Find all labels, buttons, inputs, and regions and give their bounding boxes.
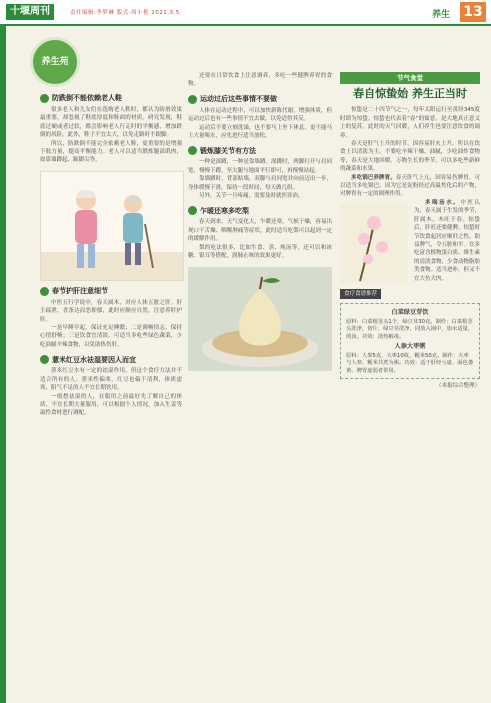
page-header [0, 0, 491, 26]
section-badge-label: 养生苑 [41, 57, 69, 67]
left-stripe [0, 26, 6, 703]
article-title [188, 146, 332, 155]
column-2 [188, 72, 332, 377]
article-title [40, 94, 182, 103]
bullet-icon [40, 94, 49, 103]
column-3 [340, 72, 480, 391]
article-title-text: 薏米红豆水祛湿要因人而宜 [52, 355, 136, 364]
paragraph: 薏米红豆水有一定的祛湿作用，但这个食疗方法并不适合所有的人。薏米性偏寒，红豆也偏于清利，体质虚寒、阳气不足的人不宜长期饮用。 [40, 368, 182, 392]
bullet-icon [188, 206, 197, 215]
paragraph: 中医五行学说中，春天属木，对应人体五脏之肝。肝主疏泄，喜条达而恶抑郁，此时应顺应自然，注意养肝护肝。 [40, 299, 182, 323]
bullet-icon [40, 355, 49, 364]
recipe-header: 食疗食谱推荐 [340, 289, 381, 299]
page-number: 13 [460, 2, 486, 22]
source-credit: （本报综合整理） [435, 383, 480, 390]
paragraph-body: 中医认为，春天属于生发的季节，肝属木，木旺于春。惊蛰后，肝旺还要健脾。惊蛰时节饮食起居应顺肝之性，助益脾气，令五脏和平。宜多吃富含植物蛋白质、维生素的清淡食物，少食动物脂肪类食物。适当进补，但又不宜大鱼大肉。 [414, 199, 481, 282]
elderly-couple-illustration [40, 171, 184, 281]
paragraph: 人体在运动过程中，可以加快新陈代谢，增强体质，但运动过后也有一些事情不宜去做，以免适得其反。 [188, 107, 332, 123]
paragraph: 运动后不要立刻洗澡，也不要马上坐下休息，更不能马上大量喝水，应先进行适当放松。 [188, 124, 332, 140]
article-title-text: 春节护肝注意细节 [52, 287, 108, 296]
bullet-icon [188, 95, 197, 104]
pear-dessert-photo [188, 267, 332, 371]
recipe-title: 人参大枣粥 [394, 343, 426, 351]
feature-headline: 春自惊蛰始 养生正当时 [353, 87, 467, 100]
section-badge [30, 37, 80, 87]
paragraph: 很多老人和儿女们在选购老人鞋时，都认为防滑效果最重要，却忽视了鞋底厚度和鞋面的材质。研究发现，鞋底过硬或者过软，都会影响老人行走时的平衡感，增加跌倒的风险。此外，鞋子不宜太大，以免走路时不跟脚。 [40, 107, 182, 139]
recipe-body: 原料：人参5克，大枣10枚，粳米50克。制作：大枣与人参、粳米共煮为粥。功效：适于肝经亏虚、面色萎黄、脾胃虚弱者常用。 [346, 352, 474, 374]
paragraph: 另外，关节一旦疼痛，需要及时就医诊治。 [199, 193, 304, 200]
bullet-icon [188, 146, 197, 155]
paragraph: 梨的吃法很多，比如生食、蒸、炖汤等，还可以和冰糖、银耳等搭配，润肺止咳的效果更好。 [188, 244, 332, 260]
paragraph: 靠墙蹲时，背部贴墙，双脚与肩同宽并向前迈出一步，身体缓慢下滑，保持一段时间，每天做几组。 [188, 176, 332, 191]
paragraph: 一是早睡早起，保证充足睡眠；二是调畅情志，保持心情舒畅；三是饮食宜清淡，可适当多吃些绿色蔬菜，少吃油腻辛辣食物，以免助热伤肝。 [40, 325, 182, 348]
article-title [40, 287, 182, 296]
paragraph: 春天到来，天气变化大，乍暖还寒，气候干燥，容易出现口干舌燥、咽喉肿痛等症状，此时适当吃梨可以起到一定的缓解作用。 [188, 219, 332, 243]
column-1 [40, 88, 182, 418]
recipe-title: 白菜绿豆芽饮 [391, 309, 429, 317]
header-meta: 责任编辑:李梦琳 版式:周小艳 2021.3.5 [70, 10, 180, 16]
article-title-text: 防跌倒不能依赖老人鞋 [52, 94, 122, 103]
paragraph-lead: 多喝汤水。 [425, 199, 461, 206]
bullet-icon [40, 287, 49, 296]
article-title [188, 206, 332, 215]
article-title [40, 355, 182, 364]
article-title [188, 95, 332, 104]
paragraph: 一般想祛湿的人，在服用之前最好先了解自己的体质，不宜长期大量服用，可以根据个人情况，加入生姜等温性食材进行调配。 [40, 393, 182, 417]
paragraph: 还要在日常饮食上注意调养，多吃一些健脾养胃的食物。 [188, 73, 332, 88]
flower-photo [340, 203, 408, 283]
column-banner: 节气食堂 [340, 72, 480, 84]
paragraph: 一种是深蹲，一种是靠墙蹲。深蹲时，两脚打开与肩同宽，慢慢下蹲，至大腿与地面平行即可，再慢慢站起。 [188, 159, 332, 174]
recipe-body: 原料：白菜根茎头1个，绿豆芽30克。制作：白菜根茎头洗净，切片，绿豆芽洗净，同放入锅中，加水适量，煎汤。功效：清热解毒。 [346, 318, 474, 340]
recipe-box [340, 303, 480, 379]
paragraph: 春天是肝气上升的时节，因容易肝火上升，所以在饮食上以清淡为主。不要吃辛辣干燥、油腻，少吃油炸食物等，春天是大地回暖、万物生长的季节，可以多吃些新鲜的蔬菜和水果。 [340, 141, 480, 173]
paragraph-body: 春天肝气上亢，因容易伤脾胃，可以适当多吃锅巴。因为它是淀粉经过高温焦化后的产物，对脾胃有一定的调理作用。 [340, 174, 480, 198]
paragraph-lead: 多吃锅巴养脾胃。 [351, 174, 396, 181]
paper-logo: 十堰周刊 [6, 4, 54, 20]
paragraph [340, 174, 480, 199]
article-title-text: 锻炼膝关节有方法 [200, 146, 256, 155]
paragraph: 惊蛰是二十四节气之一，每年太阳运行至黄经345度时即为惊蛰。惊蛰也代表着“春”的寓意，是大地真正意义上的复苏。此时的天气回暖，人们养生也要注意饮食的调养。 [340, 107, 480, 139]
article-title-text: 运动过后这些事情不要做 [200, 95, 277, 104]
section-name: 养生 [432, 10, 451, 20]
paragraph: 所以，防跌倒不能完全依赖老人鞋，更重要的是增强下肢力量，提高平衡能力。老人可以适当锻炼腿部肌肉，如靠墙蹲起、踮脚尖等。 [40, 140, 182, 164]
article-title-text: 乍暖还寒多吃梨 [200, 206, 249, 215]
